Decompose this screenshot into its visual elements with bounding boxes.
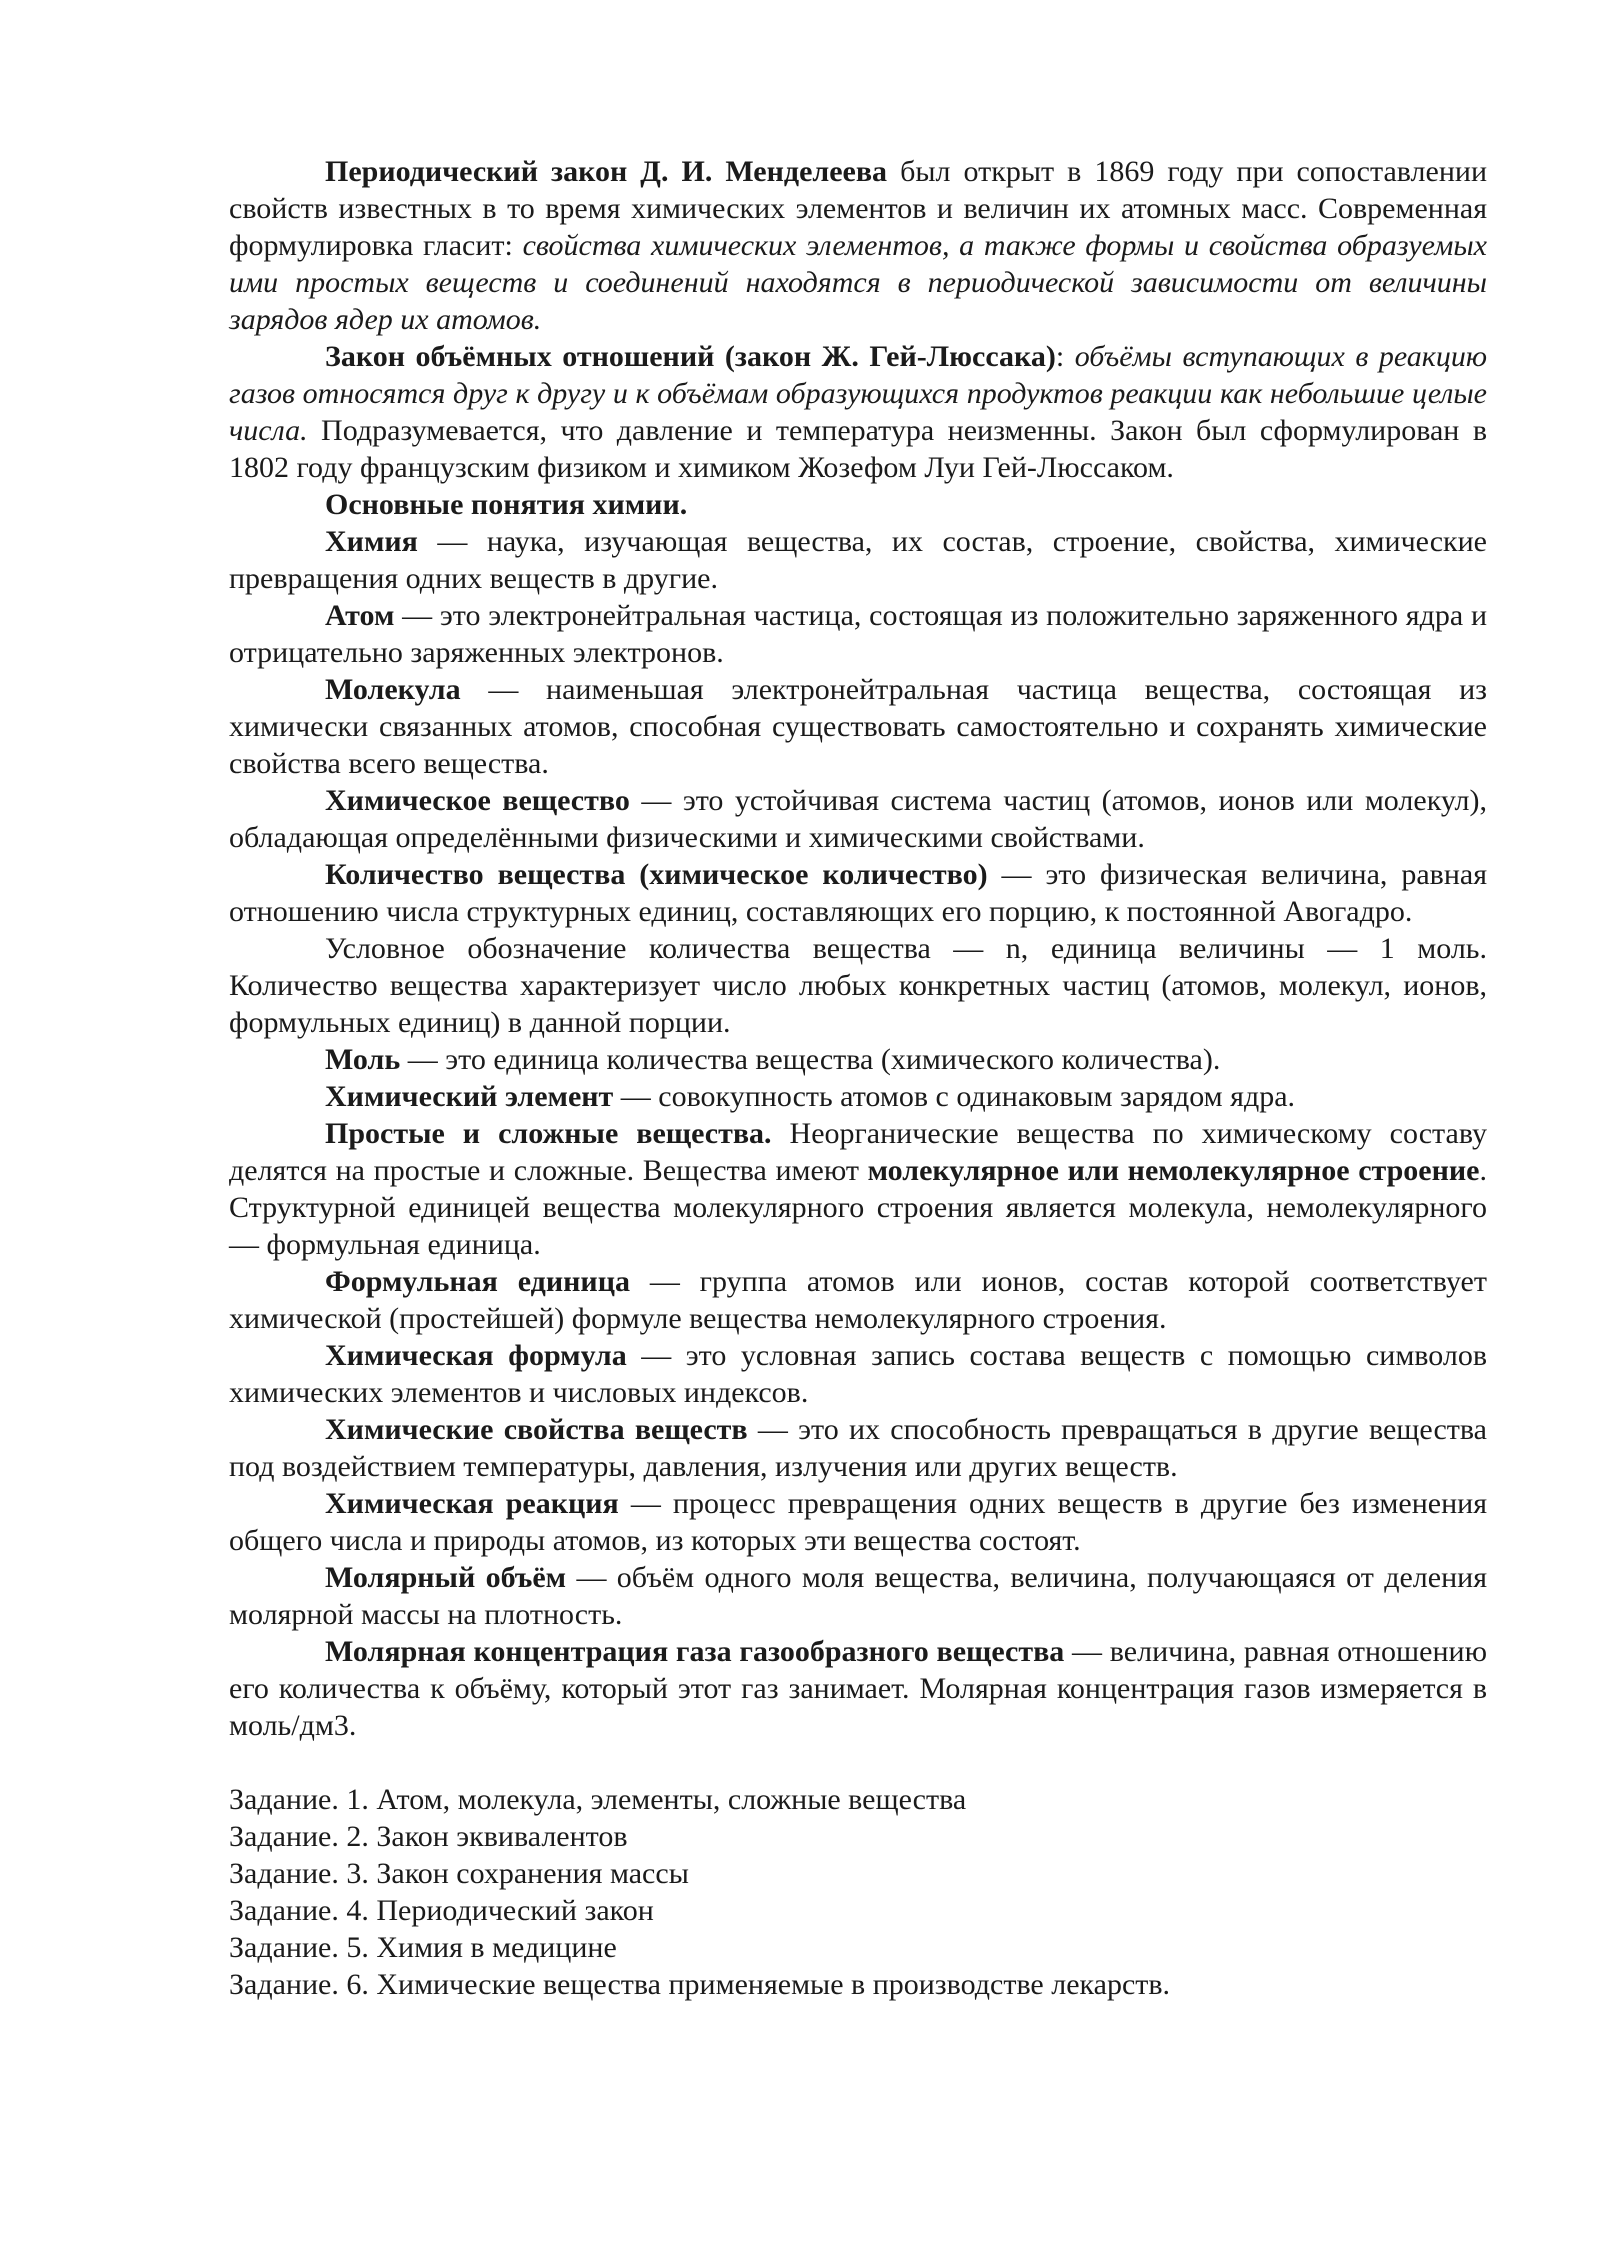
definition: — это единица количества вещества (химического количества).: [400, 1043, 1221, 1076]
term-gay-lussac-law: Закон объёмных отношений (закон Ж. Гей-Люссака): [325, 340, 1056, 373]
definition: — это физическая величина, равная отношению числа структурных единиц, составляющих его порцию, к постоянной Авогадро.: [229, 858, 1487, 928]
term: Химические свойства веществ: [325, 1413, 748, 1446]
section-heading: Основные понятия химии.: [325, 488, 688, 521]
task-list: [229, 1781, 1487, 2003]
term: Молярная концентрация газа газообразного вещества: [325, 1635, 1065, 1668]
definition: — совокупность атомов с одинаковым зарядом ядра.: [613, 1080, 1296, 1113]
term: Химический элемент: [325, 1080, 614, 1113]
definition: — величина, равная отношению его количества к объёму, который этот газ занимает. Молярная концентрация газов измеряется в моль/дм3.: [229, 1635, 1487, 1742]
term: Атом: [325, 599, 395, 632]
task-item: Задание. 2. Закон эквивалентов: [229, 1820, 628, 1853]
term: Моль: [325, 1043, 401, 1076]
task-item: Задание. 3. Закон сохранения массы: [229, 1857, 689, 1890]
definition: — наука, изучающая вещества, их состав, строение, свойства, химические превращения одних веществ в другие.: [229, 525, 1487, 595]
term: Молярный объём: [325, 1561, 567, 1594]
term: Формульная единица: [325, 1265, 630, 1298]
blank-line: [229, 1744, 1487, 1781]
paragraph-text: Подразумевается, что давление и температура неизменны. Закон был сформулирован в 1802 году французским физиком и химиком Жозефом Луи Гей-Люссаком.: [229, 414, 1487, 484]
paragraph-periodic-law: [229, 153, 1487, 338]
term: Химическое вещество: [325, 784, 630, 817]
term: Химия: [325, 525, 418, 558]
definition-italic: свойства химических элементов, а также формы и свойства образуемых ими простых веществ и соединений находятся в периодической зависимости от величины зарядов ядер их атомов.: [229, 229, 1487, 336]
term: Химическая реакция: [325, 1487, 619, 1520]
paragraph-molar-volume: [229, 1559, 1487, 1633]
paragraph-text: Неорганические вещества по химическому составу делятся на простые и сложные. Вещества имеют: [229, 1117, 1487, 1187]
term-periodic-law: Периодический закон Д. И. Менделеева: [325, 155, 888, 188]
paragraph-mole: [229, 1041, 1487, 1078]
paragraph-gay-lussac-law: [229, 338, 1487, 486]
paragraph-chemical-substance: [229, 782, 1487, 856]
definition: — это электронейтральная частица, состоящая из положительно заряженного ядра и отрицательно заряженных электронов.: [229, 599, 1487, 669]
paragraph-chemical-reaction: [229, 1485, 1487, 1559]
term-structure: молекулярное или немолекулярное строение: [867, 1154, 1480, 1187]
paragraph-formula-unit: [229, 1263, 1487, 1337]
task-item: Задание. 1. Атом, молекула, элементы, сложные вещества: [229, 1783, 967, 1816]
paragraph-text: был открыт в 1869 году при сопоставлении свойств известных в то время химических элементов и величин их атомных масс. Современная формулировка гласит:: [229, 155, 1488, 262]
paragraph-molar-concentration: [229, 1633, 1487, 1744]
paragraph-text: Условное обозначение количества вещества — n, единица величины — 1 моль. Количество вещества характеризует число любых конкретных частиц (атомов, молекул, ионов, формульных единиц) в данной порции.: [229, 932, 1487, 1039]
paragraph-text: . Структурной единицей вещества молекулярного строения является молекула, немолекулярного — формульная единица.: [229, 1154, 1487, 1261]
definition: — группа атомов или ионов, состав которой соответствует химической (простейшей) формуле вещества немолекулярного строения.: [229, 1265, 1487, 1335]
task-item: Задание. 6. Химические вещества применяемые в производстве лекарств.: [229, 1968, 1171, 2001]
definition-italic: объёмы вступающих в реакцию газов относятся друг к другу и к объёмам образующихся продуктов реакции как небольшие целые числа.: [229, 340, 1487, 447]
paragraph-chemistry: [229, 523, 1487, 597]
paragraph-chemical-formula: [229, 1337, 1487, 1411]
definition: — наименьшая электронейтральная частица вещества, состоящая из химически связанных атомов, способная существовать самостоятельно и сохранять химические свойства всего вещества.: [229, 673, 1487, 780]
term: Химическая формула: [325, 1339, 627, 1372]
definition: — это устойчивая система частиц (атомов, ионов или молекул), обладающая определёнными физическими и химическими свойствами.: [229, 784, 1487, 854]
term: Молекула: [325, 673, 461, 706]
term: Количество вещества (химическое количество): [325, 858, 988, 891]
definition: — это их способность превращаться в другие вещества под воздействием температуры, давления, излучения или других веществ.: [229, 1413, 1487, 1483]
paragraph-amount-of-substance: [229, 856, 1487, 930]
paragraph-atom: [229, 597, 1487, 671]
task-item: Задание. 4. Периодический закон: [229, 1894, 654, 1927]
term: Простые и сложные вещества.: [325, 1117, 772, 1150]
paragraph-amount-notation: [229, 930, 1487, 1041]
paragraph-molecule: [229, 671, 1487, 782]
colon: :: [1055, 340, 1075, 373]
definition: — объём одного моля вещества, величина, получающаяся от деления молярной массы на плотность.: [229, 1561, 1487, 1631]
definition: — процесс превращения одних веществ в другие без изменения общего числа и природы атомов, из которых эти вещества состоят.: [229, 1487, 1488, 1557]
paragraph-simple-complex-substances: [229, 1115, 1487, 1263]
paragraph-chemical-element: [229, 1078, 1487, 1115]
paragraph-chemical-properties: [229, 1411, 1487, 1485]
task-item: Задание. 5. Химия в медицине: [229, 1931, 617, 1964]
definition: — это условная запись состава веществ с помощью символов химических элементов и числовых индексов.: [229, 1339, 1488, 1409]
document-page: [229, 153, 1487, 2003]
